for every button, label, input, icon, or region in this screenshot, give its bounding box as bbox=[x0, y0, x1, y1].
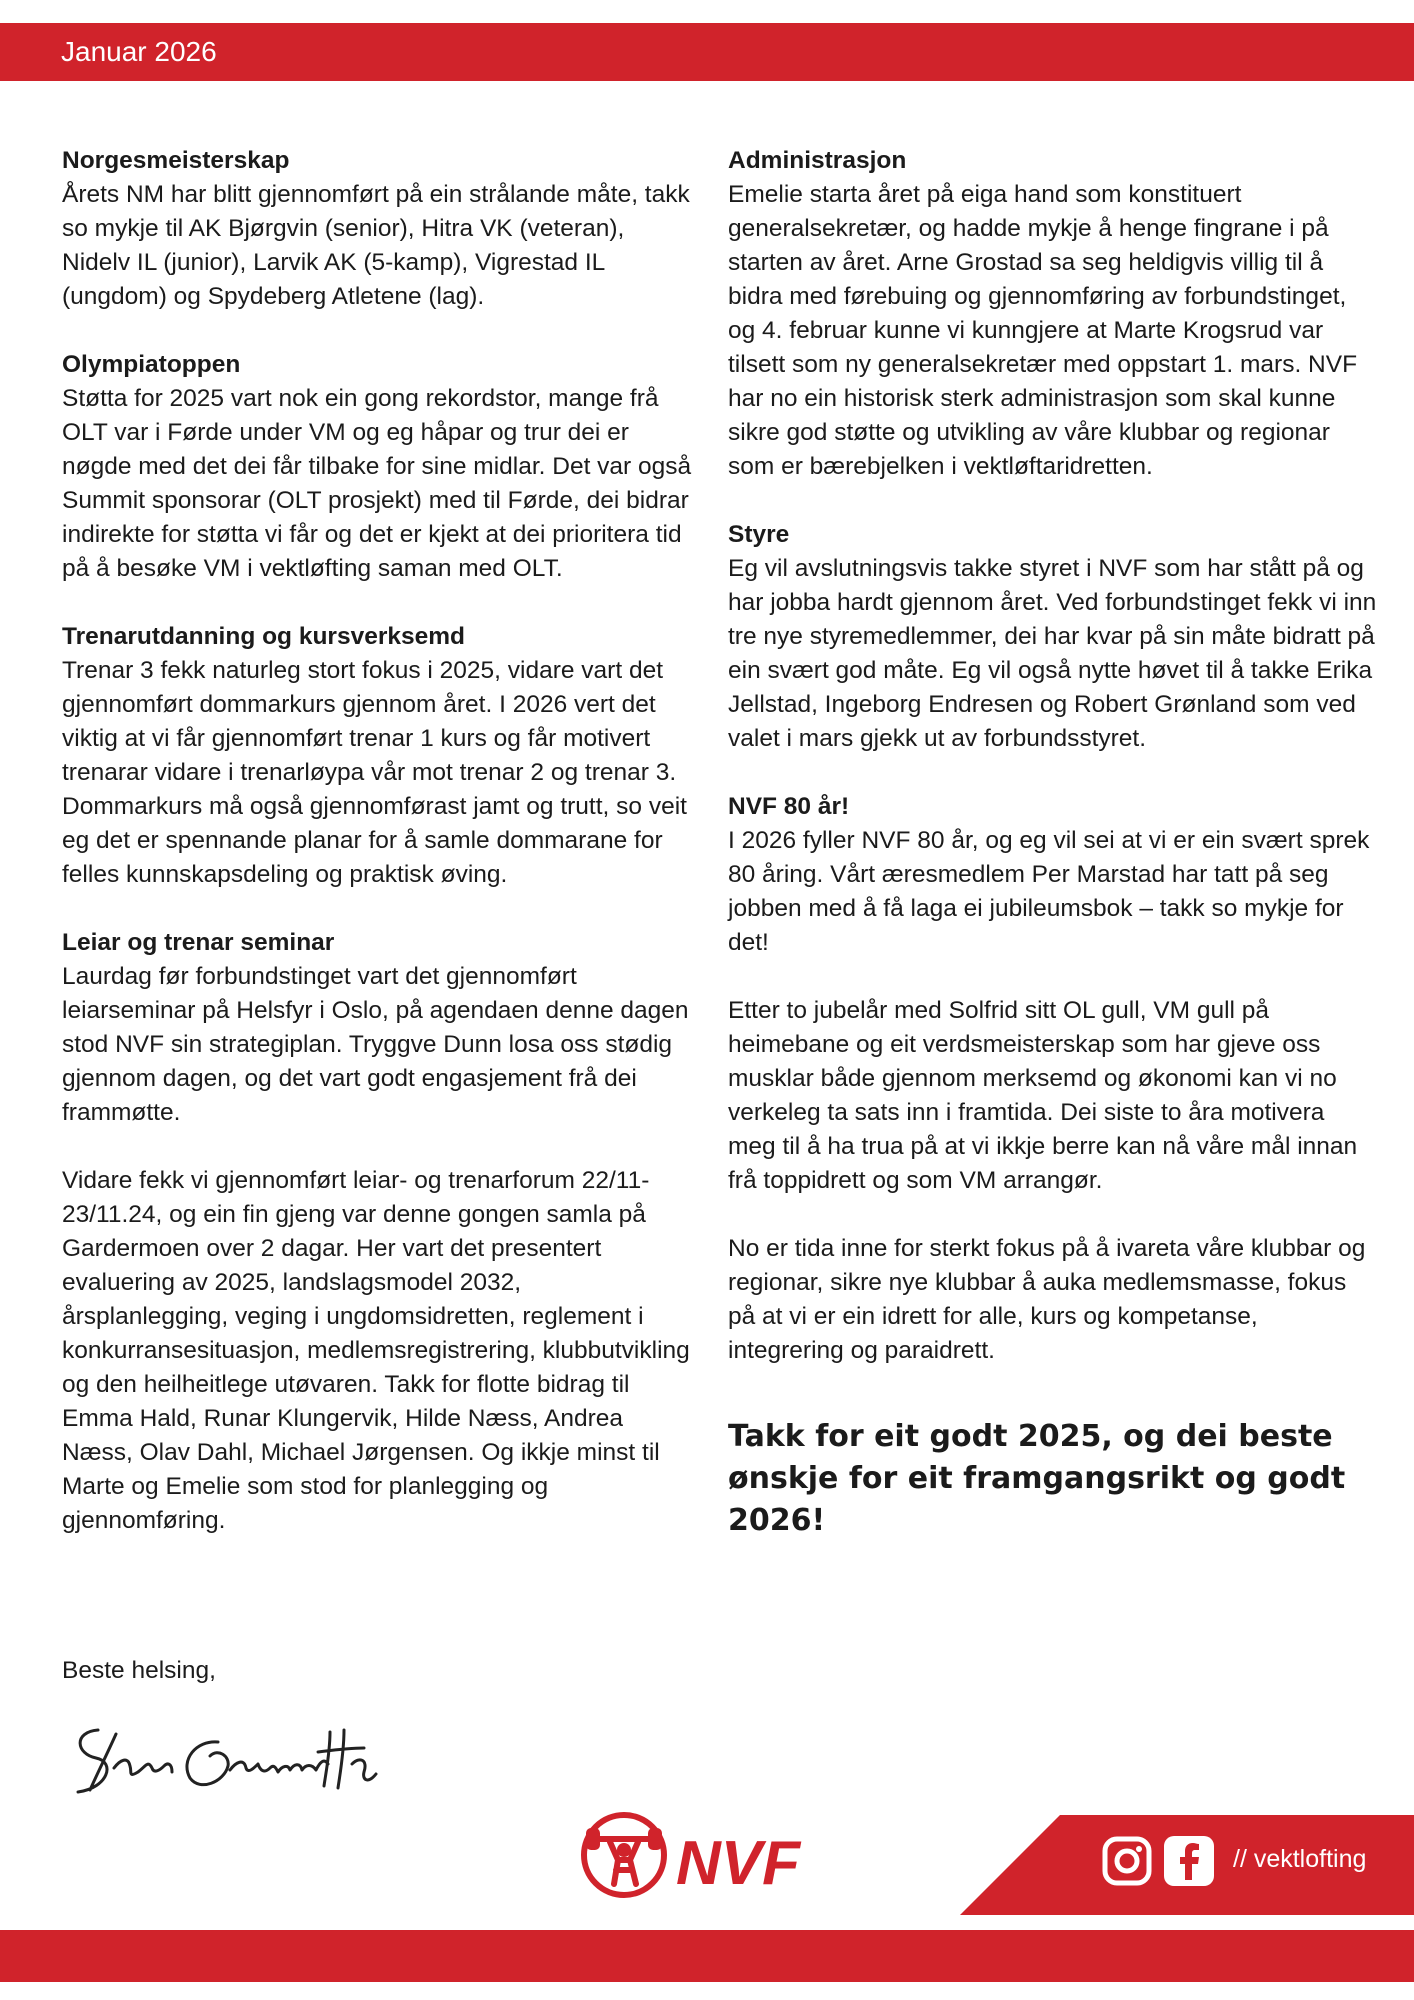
section-olympiatoppen bbox=[62, 348, 692, 586]
top-header-band bbox=[0, 23, 1414, 81]
section-heading: NVF 80 år! bbox=[728, 793, 850, 820]
section-nvf-80 bbox=[728, 790, 1378, 960]
section-heading: Administrasjon bbox=[728, 147, 907, 174]
section-heading: Olympiatoppen bbox=[62, 351, 241, 378]
section-heading: Trenarutdanning og kursverksemd bbox=[62, 623, 465, 650]
closing-statement: Takk for eit godt 2025, og dei beste ønskje for eit framgangsrikt og godt 2026! bbox=[728, 1419, 1346, 1538]
section-leiar-seminar bbox=[62, 926, 692, 1130]
bottom-footer-band bbox=[0, 1930, 1414, 1982]
social-handle[interactable]: // vektlofting bbox=[1233, 1845, 1367, 1873]
focus-paragraph: No er tida inne for sterkt fokus på å ivareta våre klubbar og regionar, sikre nye klubbar å auka medlemsmasse, fokus på at vi er ein idrett for alle, kurs og kompetanse, integrering og paraidrett. bbox=[728, 1235, 1366, 1364]
section-heading: Leiar og trenar seminar bbox=[62, 929, 335, 956]
left-column bbox=[62, 144, 692, 1572]
section-body: Eg vil avslutningsvis takke styret i NVF som har stått på og har jobba hardt gjennom året. Ved forbundstinget fekk vi inn tre nye styremedlemmer, dei har kvar på sin måte bidratt på ein svært god måte. Eg vil også nytte høvet til å takke Erika Jellstad, Ingeborg Endresen og Robert Grønland som ved valet i mars gjekk ut av forbundsstyret. bbox=[728, 555, 1377, 752]
section-body: Emelie starta året på eiga hand som konstituert generalsekretær, og hadde mykje å henge fingrane i på starten av året. Arne Grostad sa seg heldigvis villig til å bidra med førebuing og gjennomføring av forbundstinget, og 4. februar kunne vi kunngjere at Marte Krogsrud var tilsett som ny generalsekretær med oppstart 1. mars. NVF har no ein historisk sterk administrasjon som skal kunne sikre god støtte og utvikling av våre klubbar og regionar som er bærebjelken i vektløftaridretten. bbox=[728, 181, 1358, 480]
section-norgesmeisterskap bbox=[62, 144, 692, 314]
section-heading: Styre bbox=[728, 521, 790, 548]
section-body: Trenar 3 fekk naturleg stort fokus i 2025, vidare vart det gjennomført dommarkurs gjennom året. I 2026 vert det viktig at vi får gjennomført trenar 1 kurs og får motivert trenarar vidare i trenarløypa vår mot trenar 2 og trenar 3. Dommarkurs må også gjennomførast jamt og trutt, so veit eg det er spennande planar for å samle dommarane for felles kunnskapsdeling og praktisk øving. bbox=[62, 657, 687, 888]
section-body: Laurdag før forbundstinget vart det gjennomført leiarseminar på Helsfyr i Oslo, på agendaen denne dagen stod NVF sin strategiplan. Tryggve Dunn losa oss stødig gjennom dagen, og det vart godt engasjement frå dei frammøtte. bbox=[62, 963, 689, 1126]
forum-paragraph: Vidare fekk vi gjennomført leiar- og trenarforum 22/11-23/11.24, og ein fin gjeng var denne gongen samla på Gardermoen over 2 dagar. Her vart det presentert evaluering av 2025, landslagsmodel 2032, årsplanlegging, veging i ungdomsidretten, reglement i konkurransesituasjon, medlemsregistrering, klubbutvikling og den heilheitlege utøvaren. Takk for flotte bidrag til Emma Hald, Runar Klungervik, Hilde Næss, Andrea Næss, Olav Dahl, Michael Jørgensen. Og ikkje minst til Marte og Emelie som stod for planlegging og gjennomføring. bbox=[62, 1167, 690, 1534]
signature bbox=[68, 1712, 418, 1802]
section-body: I 2026 fyller NVF 80 år, og eg vil sei at vi er ein svært sprek 80 åring. Vårt æresmedlem Per Marstad har tatt på seg jobben med å få laga ei jubileumsbok – takk so mykje for det! bbox=[728, 827, 1370, 956]
jubilee-paragraph: Etter to jubelår med Solfrid sitt OL gull, VM gull på heimebane og eit verdsmeisterskap som har gjeve oss musklar både gjennom merksemd og økonomi kan vi no verkeleg ta sats inn i framtida. Dei siste to åra motivera meg til å ha trua på at vi ikkje berre kan nå våre mål innan frå toppidrett og som VM arrangør. bbox=[728, 997, 1358, 1194]
section-trenarutdanning bbox=[62, 620, 692, 892]
section-administrasjon bbox=[728, 144, 1378, 484]
section-body: Årets NM har blitt gjennomført på ein strålande måte, takk so mykje til AK Bjørgvin (senior), Hitra VK (veteran), Nidelv IL (junior), Larvik AK (5-kamp), Vigrestad IL (ungdom) og Spydeberg Atletene (lag). bbox=[62, 181, 690, 310]
instagram-icon[interactable] bbox=[1102, 1836, 1152, 1886]
section-heading: Norgesmeisterskap bbox=[62, 147, 290, 174]
right-column bbox=[728, 144, 1378, 1542]
section-body: Støtta for 2025 vart nok ein gong rekordstor, mange frå OLT var i Førde under VM og eg håpar og trur dei er nøgde med det dei får tilbake for sine midlar. Det var også Summit sponsorar (OLT prosjekt) med til Førde, dei bidrar indirekte for støtta vi får og det er kjekt at dei prioritera tid på å besøke VM i vektløfting saman med OLT. bbox=[62, 385, 692, 582]
facebook-icon[interactable] bbox=[1164, 1836, 1214, 1886]
issue-date: Januar 2026 bbox=[61, 36, 217, 67]
greeting: Beste helsing, bbox=[62, 1657, 216, 1684]
social-banner bbox=[960, 1815, 1414, 1915]
nvf-logo bbox=[580, 1810, 840, 1900]
section-styre bbox=[728, 518, 1378, 756]
nvf-logo-text: NVF bbox=[676, 1829, 800, 1898]
